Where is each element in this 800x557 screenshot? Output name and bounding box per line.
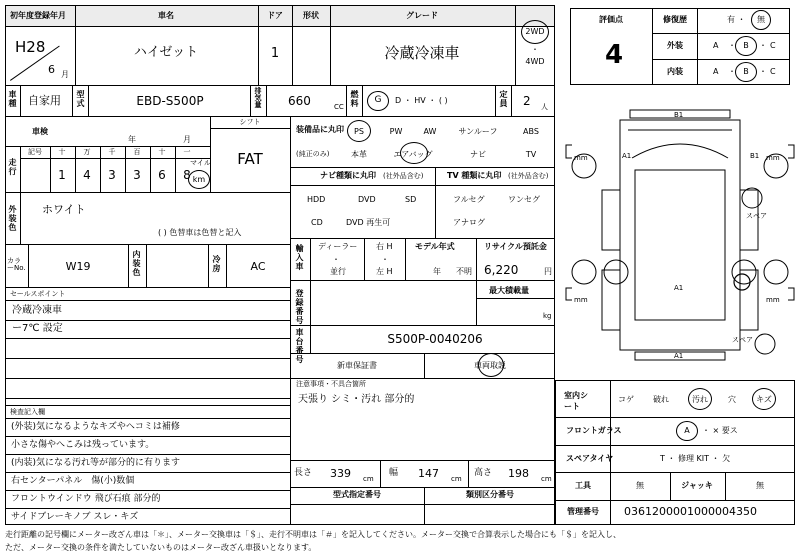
interior-sep-2: ・	[759, 67, 767, 76]
capacity-label: 定員	[499, 90, 508, 108]
chassis-label: 車台番号	[295, 328, 304, 364]
inspector-line-6: サイドブレーキノブ スレ・キズ	[11, 512, 139, 522]
model-label: 型式	[76, 90, 85, 108]
drive-2wd: 2WD	[525, 27, 545, 36]
length-unit: cm	[363, 475, 374, 483]
glass-selected: A	[684, 426, 690, 435]
equip-airbag: エアバッグ	[393, 150, 433, 159]
mileage-unit-3: 千	[108, 148, 116, 156]
height-value: 198	[508, 467, 529, 480]
diagram-bracket-rr	[788, 288, 794, 300]
inspector-line-3: (内装)気になる汚れ等が部分的に有ります	[11, 458, 181, 468]
recycle-yen: 円	[544, 267, 552, 276]
displacement-label: 排気量	[254, 87, 262, 108]
equip-sunroof: サンルーフ	[458, 127, 498, 136]
chassis-value: S500P-0040206	[387, 332, 483, 346]
navi-dvd-play: DVD 再生可	[346, 218, 391, 227]
exterior-b: B	[743, 41, 749, 50]
interior-label: 内装	[667, 67, 683, 76]
model-value: EBD-S500P	[136, 94, 204, 108]
category-label: 類別区分番号	[466, 490, 514, 499]
jack-label: ジャッキ	[681, 481, 713, 490]
diagram-wheel-rl	[572, 260, 596, 284]
model-year-unit: 年	[433, 267, 441, 276]
sales-line-1: 冷蔵冷凍車	[12, 305, 62, 316]
equip-abs: ABS	[523, 127, 539, 136]
import-right-h: 右 H	[376, 242, 393, 251]
exterior-label: 外装	[667, 41, 683, 50]
inspector-line-2: 小さな傷やへこみは残っています。	[11, 440, 155, 450]
grade-value: 冷蔵冷凍車	[384, 44, 460, 62]
height-unit: cm	[541, 475, 552, 483]
tv-type-sub: (社外品含む)	[508, 172, 549, 180]
import-parallel: 並行	[330, 267, 346, 276]
mile-label: マイル	[190, 159, 211, 167]
length-label: 長さ	[294, 468, 313, 478]
tv-analog: アナログ	[453, 218, 485, 227]
mileage-unit-1: 十	[58, 148, 66, 156]
recycle-value: 6,220	[484, 263, 519, 277]
color-note: ( ) 色替車は色替と記入	[158, 228, 242, 237]
diagram-roof	[635, 170, 725, 320]
color-value: ホワイト	[42, 203, 86, 216]
ac-label: 冷房	[212, 255, 221, 273]
footer-line-1: 走行距離の記号欄にメーター改ざん車は「＊」、メーター交換車は「＄」、走行不明車は「＃」を記入してください。メーター交換で合算表示した場合にも「＄」を記入し、	[5, 530, 621, 539]
equipment-label: 装備品に丸印	[296, 125, 344, 134]
equip-pw: PW	[389, 127, 403, 136]
mileage-unit-4: 百	[133, 148, 141, 156]
equip-aw: AW	[423, 127, 437, 136]
seat-label: 室内シート	[564, 391, 588, 412]
notes-text: 天張り シミ・汚れ 部分的	[298, 394, 415, 405]
reg-month: 6	[48, 63, 55, 76]
diagram-wheel-rr	[764, 260, 788, 284]
tv-type-label: TV 種類に丸印	[447, 171, 502, 180]
drive-4wd: 4WD	[525, 57, 545, 66]
equip-navi: ナビ	[470, 150, 486, 159]
mileage-digit-5: 6	[158, 168, 166, 182]
inspector-label: 検査記入欄	[10, 408, 45, 416]
interior-a: A	[713, 67, 719, 76]
score-label: 評価点	[599, 15, 623, 24]
diagram-bracket-fr	[788, 145, 794, 158]
navi-type-sub: (社外品含む)	[383, 172, 424, 180]
designation-label: 型式指定番号	[333, 490, 381, 499]
equip-leather: 本革	[351, 150, 367, 159]
interior-b: B	[743, 67, 749, 76]
diagram-spare-2	[755, 334, 775, 354]
import-label: 輸入車	[295, 244, 304, 271]
navi-type-label: ナビ種類に丸印	[320, 171, 376, 180]
shift-value: FAT	[237, 150, 263, 168]
era-year: H28	[15, 38, 46, 56]
diagram-label-spare-2: スペア	[732, 336, 753, 344]
interior-c: C	[770, 67, 776, 76]
import-dot-1: ・	[332, 255, 340, 264]
drive-dot: ・	[531, 45, 539, 54]
navi-dvd: DVD	[358, 195, 376, 204]
mileage-record-label: 記号	[28, 148, 42, 156]
inspector-line-4: 右センターパネル 傷(小)数個	[11, 476, 135, 486]
navi-cd: CD	[311, 218, 323, 227]
fuel-options: D ・ HV ・ ( )	[395, 96, 448, 105]
doors-value: 1	[270, 46, 280, 61]
color-label: 外装色	[8, 205, 17, 232]
diagram-right-door	[740, 190, 758, 250]
diagram-wheel-rr2	[732, 260, 756, 284]
repair-label: 修復歴	[663, 15, 687, 24]
mileage-digit-3: 3	[108, 168, 116, 182]
exterior-sep-2: ・	[759, 41, 767, 50]
equip-tv: TV	[525, 150, 537, 159]
inspection-year-unit: 年	[128, 135, 136, 144]
cc-unit: CC	[334, 103, 344, 111]
diagram-label-a1-left: A1	[622, 152, 632, 160]
fuel-selected: G	[374, 95, 382, 105]
recycle-label: リサイクル預託金	[484, 242, 547, 251]
exterior-c: C	[770, 41, 776, 50]
tools-value: 無	[636, 481, 644, 490]
shape-label: 形状	[303, 11, 319, 20]
interior-color-label: 内装色	[132, 250, 141, 277]
exterior-sep-1: ・	[728, 41, 736, 50]
car-name-label: 車名	[158, 11, 174, 20]
diagram-mm-4: mm	[766, 296, 780, 304]
kg-unit: kg	[543, 312, 552, 320]
seat-hole: 穴	[728, 395, 736, 404]
diagram-label-spare-1: スペア	[746, 212, 767, 220]
repair-options: 有 ・	[727, 15, 746, 24]
capacity-value: 2	[523, 94, 531, 108]
jack-value: 無	[756, 481, 764, 490]
diagram-mm-3: mm	[574, 296, 588, 304]
length-value: 339	[330, 467, 351, 480]
diagram-left-rear	[602, 270, 620, 330]
tools-label: 工具	[575, 481, 591, 490]
shift-label: シフト	[239, 118, 261, 126]
diagram-label-b1-top: B1	[674, 111, 684, 119]
model-year-label: モデル年式	[415, 242, 455, 251]
reg-month-unit: 月	[61, 70, 69, 79]
mileage-digit-2: 4	[83, 168, 91, 182]
inspection-label: 車検	[32, 127, 48, 136]
equip-ps: PS	[354, 127, 364, 136]
mileage-unit-2: 万	[83, 148, 91, 156]
seat-scorch: コゲ	[618, 395, 634, 404]
diagram-label-a1-rear: A1	[674, 352, 684, 360]
model-year-unknown: 不明	[456, 267, 472, 276]
grade-label: グレード	[406, 11, 438, 20]
diagram-wheel-rl2	[604, 260, 628, 284]
spare-label: スペアタイヤ	[566, 454, 614, 463]
ac-value: AC	[250, 260, 266, 273]
import-dot-2: ・	[381, 255, 389, 264]
car-name: ハイゼット	[133, 45, 199, 60]
navi-hdd: HDD	[307, 195, 326, 204]
notes-label: 注意事項・不具合箇所	[296, 380, 366, 388]
inspector-line-5: フロントウインドウ 飛び石痕 部分的	[11, 494, 161, 504]
interior-sep-1: ・	[728, 67, 736, 76]
mileage-digit-4: 3	[133, 168, 141, 182]
registration-label: 登録番号	[295, 289, 304, 325]
sales-label: セールスポイント	[10, 290, 66, 298]
repair-selected: 無	[757, 15, 765, 24]
inspector-line-1: (外装)気になるようなキズやヘコミは補修	[11, 422, 180, 432]
tv-oneseg: ワンセグ	[508, 195, 540, 204]
diagram-label-a1-center: A1	[674, 284, 684, 292]
inspection-month-unit: 月	[183, 135, 191, 144]
use-label: 車種	[8, 90, 17, 108]
footer-line-2: ただ、メーター交換の条件を満たしていないものはメーター改ざん車扱いとなります。	[5, 543, 317, 552]
equipment-sub: (純正のみ)	[296, 150, 330, 158]
glass-rest: ・ × 要ス	[702, 426, 738, 435]
first-reg-label: 初年度登録年月	[10, 11, 66, 20]
height-label: 高さ	[474, 468, 493, 478]
diagram-left-door	[602, 190, 620, 250]
mileage-unit-6: 一	[183, 148, 191, 156]
mileage-digit-6: 8	[183, 168, 191, 182]
doors-label: ドア	[267, 11, 283, 20]
spare-options: T ・ 修理 KIT ・ 欠	[660, 454, 731, 463]
diagram-windshield	[632, 144, 728, 158]
mileage-digit-1: 1	[58, 168, 66, 182]
car-damage-diagram	[560, 100, 800, 380]
width-unit: cm	[451, 475, 462, 483]
diagram-mm-1: mm	[574, 154, 588, 162]
management-label: 管理番号	[567, 507, 599, 516]
tv-fullseg: フルセグ	[453, 195, 485, 204]
displacement-value: 660	[288, 94, 311, 108]
navi-sd: SD	[405, 195, 417, 204]
import-dealer: ディーラー	[318, 242, 358, 251]
management-value: 0361200001000004350	[624, 505, 757, 518]
capacity-unit: 人	[541, 103, 548, 111]
warranty-label: 新車保証書	[337, 361, 377, 370]
fuel-label: 燃料	[350, 90, 359, 108]
sales-line-2: ー7℃ 設定	[12, 323, 63, 334]
import-left-h: 左 H	[376, 267, 393, 276]
exterior-a: A	[713, 41, 719, 50]
color-code-label: カラーNo.	[7, 257, 26, 272]
width-label: 幅	[389, 468, 399, 478]
diagram-label-b1-side: B1	[750, 152, 760, 160]
width-value: 147	[418, 467, 439, 480]
seat-tear: 破れ	[653, 395, 669, 404]
score-value: 4	[604, 40, 624, 70]
diagram-mark-circle	[734, 274, 750, 290]
diagram-spare-1	[742, 188, 762, 208]
diagram-bracket-fl	[566, 145, 572, 158]
color-code: W19	[65, 260, 91, 273]
diagram-bracket-rl	[566, 288, 572, 300]
mileage-unit-5: 十	[158, 148, 166, 156]
seat-scratch: キズ	[756, 395, 772, 404]
mileage-label: 走行	[8, 158, 17, 176]
manual-label: 車両取説	[474, 361, 506, 370]
seat-stain: 汚れ	[692, 395, 708, 404]
diagram-mm-2: mm	[766, 154, 780, 162]
glass-label: フロントガラス	[566, 426, 622, 435]
use-value: 自家用	[28, 94, 61, 107]
km-unit: km	[192, 175, 206, 184]
max-load-label: 最大積載量	[489, 286, 529, 295]
